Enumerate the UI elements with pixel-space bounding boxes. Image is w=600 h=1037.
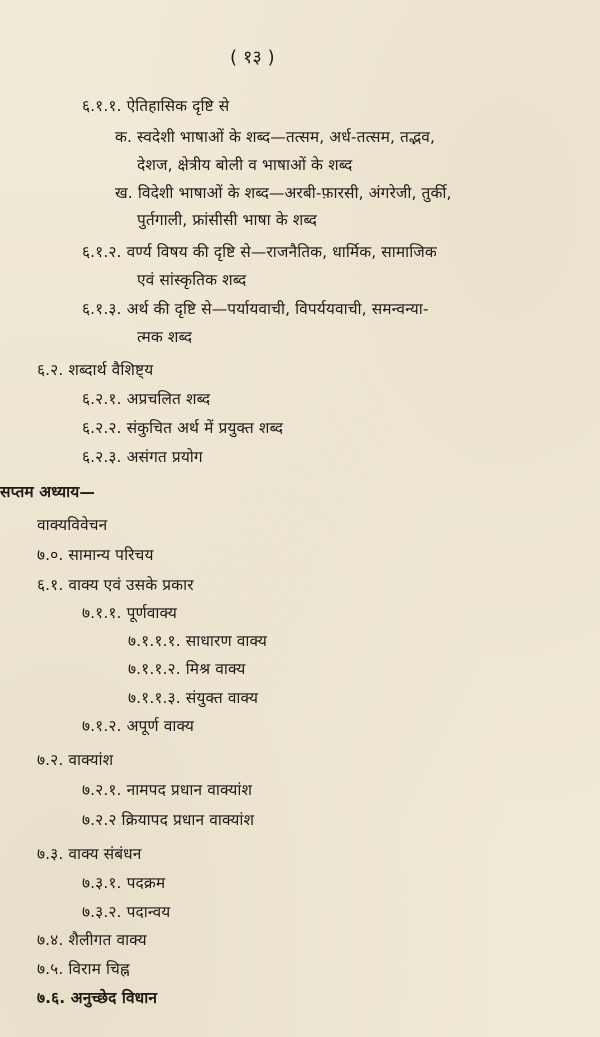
toc-line-7-1-2: ७.१.२. अपूर्ण वाक्य — [82, 717, 194, 735]
toc-line-6-2: ६.२. शब्दार्थ वैशिष्ट्य — [37, 361, 154, 379]
toc-line-7-2-2: ७.२.२ क्रियापद प्रधान वाक्यांश — [82, 811, 255, 829]
chapter-heading: सप्तम अध्याय— — [0, 483, 95, 501]
toc-line-7-2: ७.२. वाक्यांश — [37, 751, 114, 769]
toc-line-7-3-1: ७.३.१. पदक्रम — [82, 874, 166, 892]
toc-line-6-2-1: ६.२.१. अप्रचलित शब्द — [82, 390, 211, 408]
toc-line-6-1-3: ६.१.३. अर्थ की दृष्टि से—पर्यायवाची, विपर्ययवाची, समन्वन्या- — [82, 300, 429, 318]
toc-line-section-title: वाक्यविवेचन — [37, 516, 108, 534]
toc-line-6-1-1: ६.१.१. ऐतिहासिक दृष्टि से — [82, 97, 230, 115]
toc-line-6-2-2: ६.२.२. संकुचित अर्थ में प्रयुक्त शब्द — [82, 419, 284, 437]
page-number: ( १३ ) — [230, 47, 275, 68]
toc-line-6-1-1-ka-cont: देशज, क्षेत्रीय बोली व भाषाओं के शब्द — [137, 156, 353, 174]
toc-line-7-1-1-2: ७.१.१.२. मिश्र वाक्य — [128, 660, 246, 678]
toc-line-7-1-1-1: ७.१.१.१. साधारण वाक्य — [128, 632, 268, 650]
toc-line-7-3-2: ७.३.२. पदान्वय — [82, 903, 171, 921]
toc-line-6-1-vakya: ६.१. वाक्य एवं उसके प्रकार — [37, 576, 194, 594]
toc-line-6-2-3: ६.२.३. असंगत प्रयोग — [82, 448, 203, 466]
toc-line-6-1-3-cont: त्मक शब्द — [137, 328, 193, 346]
toc-line-6-1-1-kha: ख. विदेशी भाषाओं के शब्द—अरबी-फ़ारसी, अंगरेजी, तुर्की, — [115, 184, 452, 202]
toc-line-6-1-2-cont: एवं सांस्कृतिक शब्द — [137, 271, 247, 289]
toc-line-6-1-2: ६.१.२. वर्ण्य विषय की दृष्टि से—राजनैतिक, धार्मिक, सामाजिक — [82, 243, 437, 261]
toc-line-7-4: ७.४. शैलीगत वाक्य — [37, 931, 147, 949]
toc-line-7-2-1: ७.२.१. नामपद प्रधान वाक्यांश — [82, 781, 253, 799]
toc-line-7-1-1: ७.१.१. पूर्णवाक्य — [82, 604, 178, 622]
toc-line-7-6: ७.६. अनुच्छेद विधान — [37, 989, 158, 1007]
toc-line-6-1-1-kha-cont: पुर्तगाली, फ्रांसीसी भाषा के शब्द — [137, 211, 318, 229]
toc-line-7-0: ७.०. सामान्य परिचय — [37, 546, 154, 564]
toc-line-7-1-1-3: ७.१.१.३. संयुक्त वाक्य — [128, 689, 259, 707]
toc-line-7-3: ७.३. वाक्य संबंधन — [37, 845, 142, 863]
toc-line-6-1-1-ka: क. स्वदेशी भाषाओं के शब्द—तत्सम, अर्ध-तत्सम, तद्भव, — [115, 128, 436, 146]
toc-line-7-5: ७.५. विराम चिह्न — [37, 960, 130, 978]
